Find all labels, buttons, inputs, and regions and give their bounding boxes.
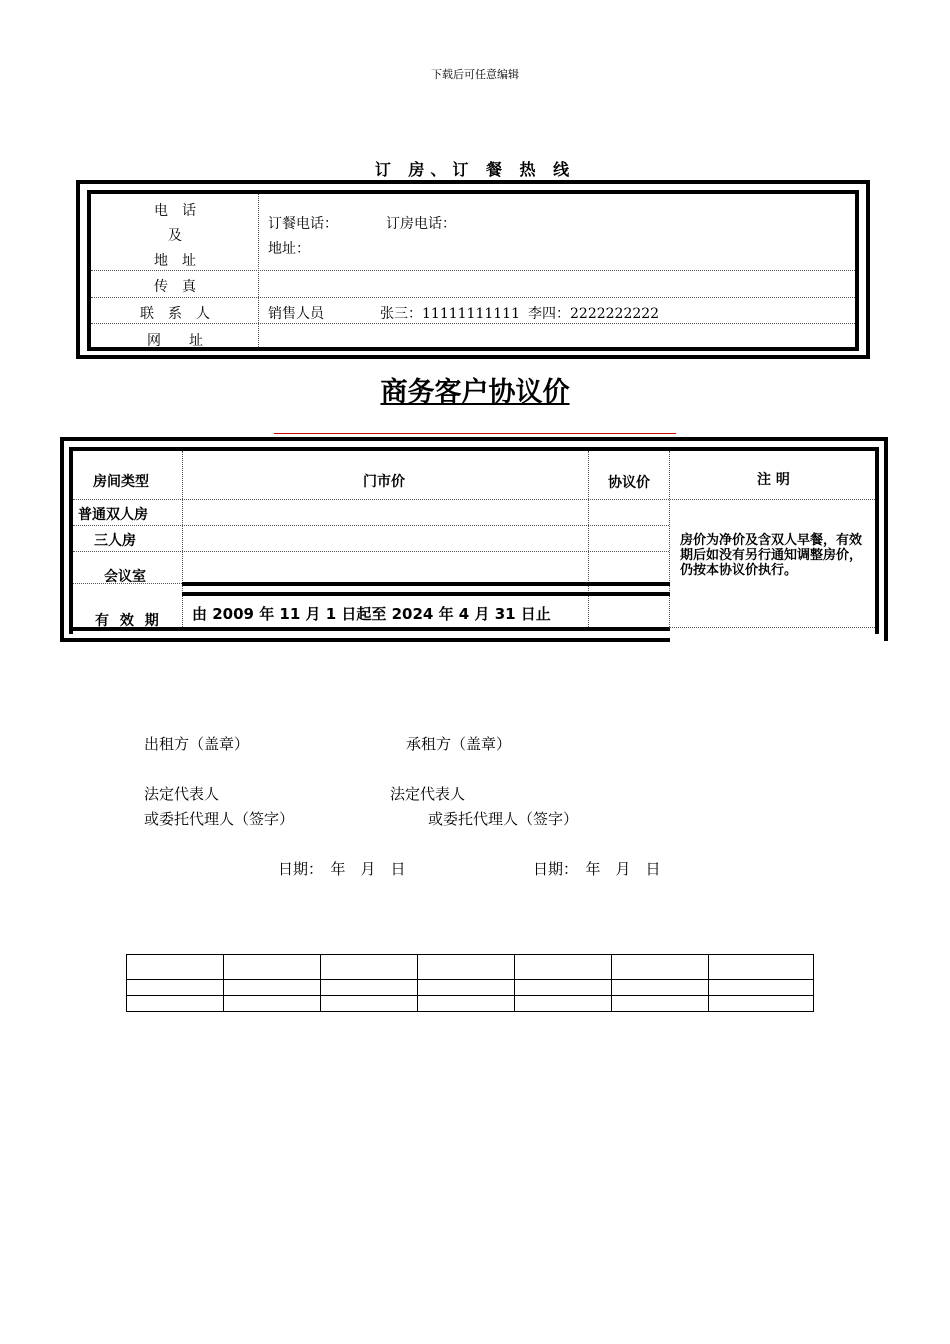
empty-grid-table <box>126 954 814 1012</box>
phone-label: 电 话 <box>154 203 196 219</box>
room-phone: 订房电话： <box>386 216 456 232</box>
notes-bottom-line <box>669 627 875 628</box>
table-row <box>127 996 814 1012</box>
date-right: 日期： 年 月 日 <box>533 860 661 878</box>
hotline-row-divider <box>91 297 855 298</box>
price-table-bottom-border <box>60 638 670 642</box>
agreement-title: 商务客户协议价 <box>380 377 570 408</box>
header-agreed-rate: 协议价 <box>608 475 650 491</box>
legal-rep-right: 法定代表人 <box>390 785 466 803</box>
fax-label: 传 真 <box>154 279 196 295</box>
row-divider <box>73 551 669 552</box>
hotline-title: 订 房、订 餐 热 线 <box>374 160 576 179</box>
validity-label: 有 效 期 <box>95 613 162 629</box>
col-divider <box>182 451 183 627</box>
lessor-seal: 出租方（盖章） <box>144 735 250 753</box>
table-row <box>127 980 814 996</box>
address-value: 地址： <box>268 241 310 257</box>
row-divider-thick <box>182 592 670 596</box>
room-type-row: 普通双人房 <box>78 507 148 523</box>
price-note: 房价为净价及含双人早餐，有效期后如没有另行通知调整房价，仍按本协议价执行。 <box>680 533 863 578</box>
contact-label: 联 系 人 <box>140 306 210 322</box>
row-divider <box>73 525 669 526</box>
agent-left: 或委托代理人（签字） <box>144 810 295 828</box>
header-notes: 注 明 <box>757 472 790 488</box>
table-row <box>127 955 814 980</box>
agent-right: 或委托代理人（签字） <box>428 810 579 828</box>
col-divider <box>588 451 589 627</box>
address-label: 地 址 <box>154 253 196 269</box>
sales-label: 销售人员 <box>268 306 324 322</box>
room-type-row: 三人房 <box>94 533 136 549</box>
header-note: 下载后可任意编辑 <box>431 68 519 81</box>
meal-phone: 订餐电话： <box>268 216 338 232</box>
col-divider <box>669 451 670 627</box>
hotline-row-divider <box>91 270 855 271</box>
row-divider-thick <box>182 582 670 586</box>
contact-1: 张三：11111111111 <box>380 306 520 322</box>
header-room-type: 房间类型 <box>93 474 149 490</box>
and-label: 及 <box>168 228 182 244</box>
hotline-row-divider <box>91 323 855 324</box>
validity-value: 由 2009 年 11 月 1 日起至 2024 年 4 月 31 日止 <box>192 605 551 623</box>
lessee-seal: 承租方（盖章） <box>406 735 512 753</box>
legal-rep-left: 法定代表人 <box>144 785 220 803</box>
red-underline <box>274 433 676 434</box>
website-label: 网 址 <box>147 333 203 349</box>
row-divider <box>73 499 875 500</box>
date-left: 日期： 年 月 日 <box>278 860 406 878</box>
contact-2: 李四：2222222222 <box>528 306 660 322</box>
header-rack-rate: 门市价 <box>363 474 405 490</box>
room-type-row: 会议室 <box>104 569 146 585</box>
